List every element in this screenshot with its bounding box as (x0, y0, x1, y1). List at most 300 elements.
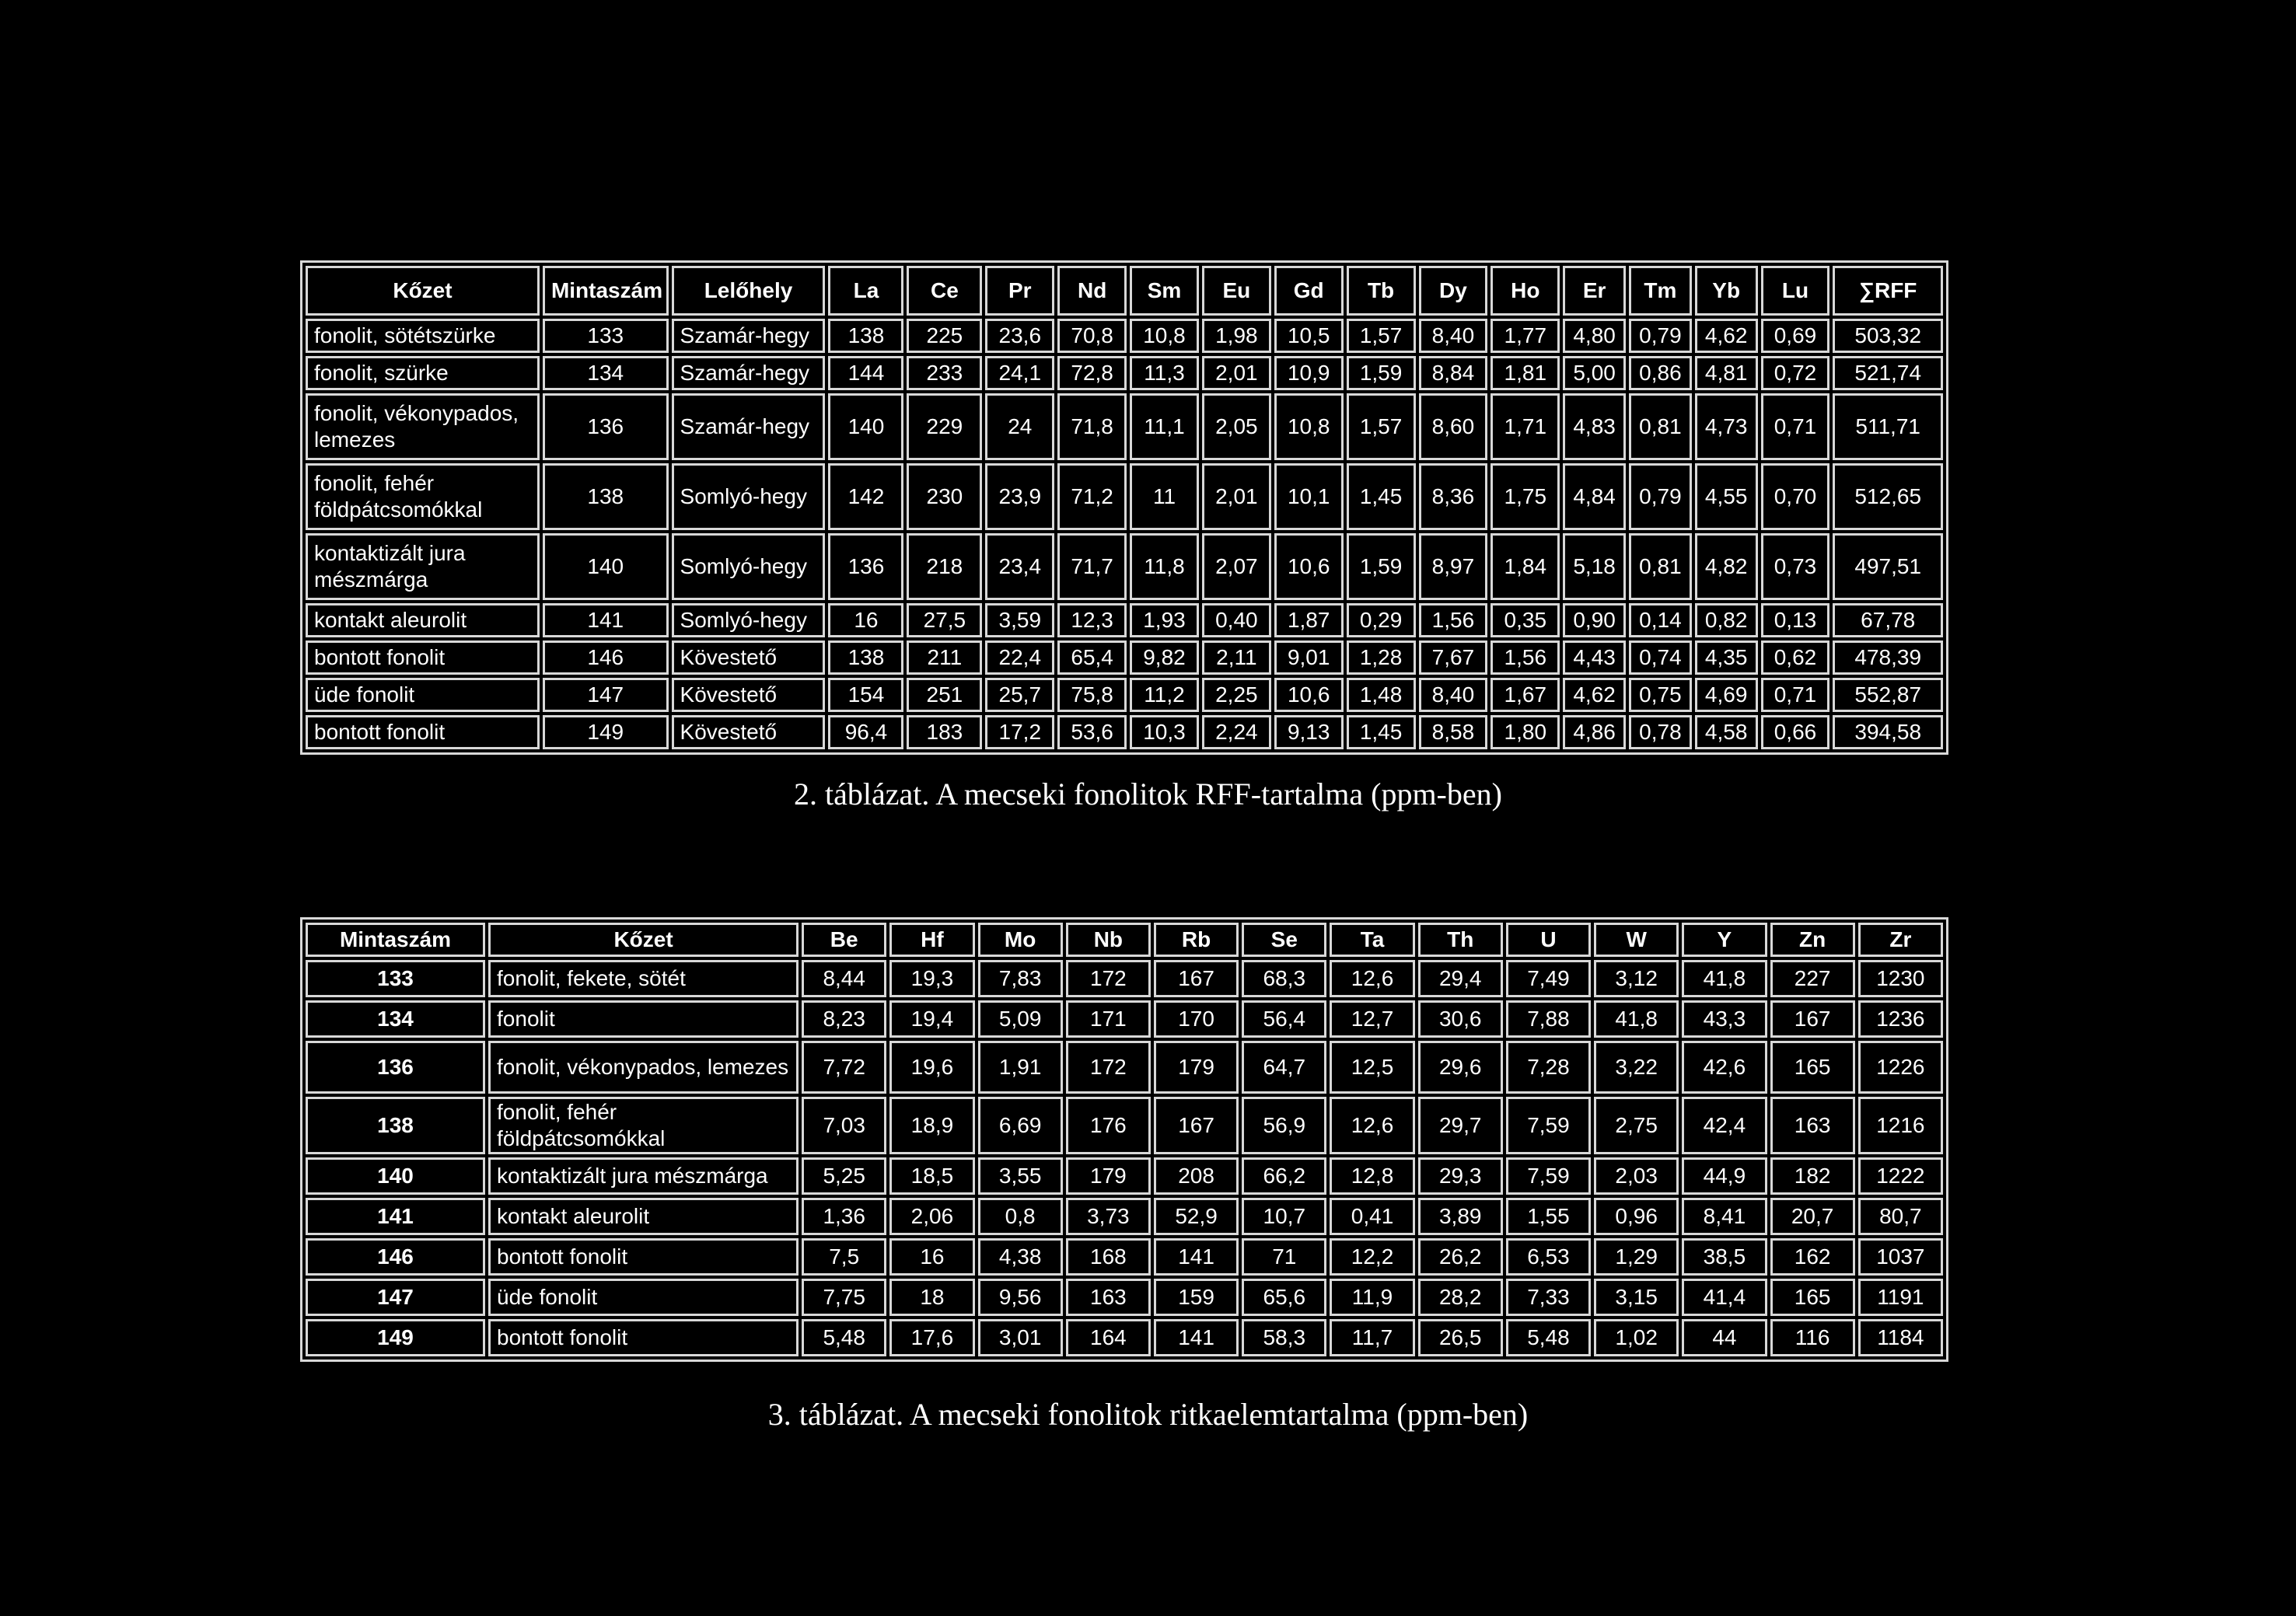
location-cell: Szamár-hegy (672, 356, 826, 390)
ree-value-cell: 0,72 (1761, 356, 1830, 390)
trace-table-row (306, 1041, 1943, 1094)
trace-header-cell: Hf (889, 923, 974, 957)
trace-value-cell: 10,7 (1242, 1198, 1326, 1235)
ree-value-cell: 2,01 (1202, 356, 1271, 390)
ree-value-cell: 1,59 (1347, 533, 1416, 600)
trace-header-cell: Mo (978, 923, 1063, 957)
trace-value-cell: 7,75 (802, 1279, 886, 1316)
trace-value-cell: 56,9 (1242, 1097, 1326, 1154)
ree-value-cell: 23,9 (985, 463, 1054, 530)
ree-sum-cell: 478,39 (1833, 640, 1943, 675)
rff-table-row (306, 463, 1943, 530)
ree-value-cell: 1,57 (1347, 319, 1416, 353)
ree-value-cell: 1,48 (1347, 678, 1416, 712)
rff-table-row (306, 678, 1943, 712)
ree-value-cell: 10,8 (1130, 319, 1199, 353)
trace-value-cell: 179 (1154, 1041, 1239, 1094)
ree-value-cell: 1,56 (1490, 640, 1560, 675)
ree-value-cell: 1,57 (1347, 393, 1416, 460)
ree-value-cell: 10,6 (1274, 533, 1344, 600)
ree-value-cell: 136 (828, 533, 903, 600)
rff-table-row (306, 715, 1943, 749)
ree-value-cell: 8,60 (1419, 393, 1488, 460)
trace-value-cell: 227 (1770, 960, 1855, 997)
trace-value-cell: 170 (1154, 1000, 1239, 1038)
trace-value-cell: 1,91 (978, 1041, 1063, 1094)
sample-number-cell: 138 (543, 463, 669, 530)
ree-value-cell: 144 (828, 356, 903, 390)
ree-value-cell: 4,55 (1695, 463, 1758, 530)
trace-value-cell: 7,83 (978, 960, 1063, 997)
trace-value-cell: 0,96 (1594, 1198, 1679, 1235)
rff-table-row (306, 356, 1943, 390)
trace-header-cell: Kőzet (488, 923, 799, 957)
trace-value-cell: 7,59 (1506, 1157, 1591, 1195)
ree-value-cell: 0,29 (1347, 603, 1416, 637)
trace-value-cell: 7,59 (1506, 1097, 1591, 1154)
rock-type-cell: fonolit, fehér földpátcsomókkal (306, 463, 540, 530)
sample-number-cell: 141 (306, 1198, 485, 1235)
trace-header-cell: Ta (1330, 923, 1414, 957)
rff-header-cell: Dy (1419, 266, 1488, 316)
trace-value-cell: 64,7 (1242, 1041, 1326, 1094)
ree-value-cell: 4,82 (1695, 533, 1758, 600)
ree-value-cell: 2,01 (1202, 463, 1271, 530)
trace-value-cell: 182 (1770, 1157, 1855, 1195)
ree-value-cell: 24,1 (985, 356, 1054, 390)
trace-value-cell: 29,7 (1418, 1097, 1503, 1154)
trace-value-cell: 30,6 (1418, 1000, 1503, 1038)
sample-number-cell: 149 (543, 715, 669, 749)
ree-sum-cell: 497,51 (1833, 533, 1943, 600)
trace-header-cell: Rb (1154, 923, 1239, 957)
rff-table-row (306, 533, 1943, 600)
ree-value-cell: 4,86 (1563, 715, 1626, 749)
trace-value-cell: 2,03 (1594, 1157, 1679, 1195)
ree-value-cell: 22,4 (985, 640, 1054, 675)
ree-value-cell: 0,40 (1202, 603, 1271, 637)
trace-value-cell: 162 (1770, 1238, 1855, 1276)
rock-type-cell: kontakt aleurolit (488, 1198, 799, 1235)
rock-type-cell: üde fonolit (306, 678, 540, 712)
ree-value-cell: 23,6 (985, 319, 1054, 353)
rff-table (300, 260, 1948, 755)
ree-value-cell: 9,13 (1274, 715, 1344, 749)
rock-type-cell: fonolit, vékonypados, lemezes (306, 393, 540, 460)
ree-value-cell: 10,8 (1274, 393, 1344, 460)
ree-value-cell: 4,80 (1563, 319, 1626, 353)
trace-value-cell: 5,09 (978, 1000, 1063, 1038)
ree-value-cell: 1,80 (1490, 715, 1560, 749)
rff-header-cell: Pr (985, 266, 1054, 316)
trace-value-cell: 1236 (1858, 1000, 1943, 1038)
trace-value-cell: 7,88 (1506, 1000, 1591, 1038)
trace-value-cell: 44 (1682, 1319, 1767, 1356)
rff-header-cell: Mintaszám (543, 266, 669, 316)
trace-value-cell: 29,6 (1418, 1041, 1503, 1094)
trace-header-cell: Zr (1858, 923, 1943, 957)
trace-value-cell: 8,23 (802, 1000, 886, 1038)
trace-value-cell: 12,8 (1330, 1157, 1414, 1195)
trace-value-cell: 163 (1770, 1097, 1855, 1154)
ree-value-cell: 1,75 (1490, 463, 1560, 530)
rff-header-cell: Er (1563, 266, 1626, 316)
ree-value-cell: 140 (828, 393, 903, 460)
location-cell: Somlyó-hegy (672, 463, 826, 530)
trace-value-cell: 165 (1770, 1279, 1855, 1316)
trace-value-cell: 0,8 (978, 1198, 1063, 1235)
ree-value-cell: 4,69 (1695, 678, 1758, 712)
trace-value-cell: 41,8 (1682, 960, 1767, 997)
sample-number-cell: 138 (306, 1097, 485, 1154)
trace-value-cell: 2,75 (1594, 1097, 1679, 1154)
rff-header-cell: Nd (1057, 266, 1127, 316)
ree-value-cell: 4,62 (1695, 319, 1758, 353)
trace-value-cell: 12,2 (1330, 1238, 1414, 1276)
trace-value-cell: 8,44 (802, 960, 886, 997)
ree-value-cell: 5,00 (1563, 356, 1626, 390)
ree-value-cell: 12,3 (1057, 603, 1127, 637)
rff-header-cell: Tb (1347, 266, 1416, 316)
ree-value-cell: 0,86 (1629, 356, 1692, 390)
ree-value-cell: 0,90 (1563, 603, 1626, 637)
ree-sum-cell: 552,87 (1833, 678, 1943, 712)
trace-value-cell: 11,7 (1330, 1319, 1414, 1356)
trace-value-cell: 68,3 (1242, 960, 1326, 997)
trace-value-cell: 1226 (1858, 1041, 1943, 1094)
trace-value-cell: 1,36 (802, 1198, 886, 1235)
ree-value-cell: 1,28 (1347, 640, 1416, 675)
trace-value-cell: 2,06 (889, 1198, 974, 1235)
rock-type-cell: bontott fonolit (306, 715, 540, 749)
rff-header-cell: Kőzet (306, 266, 540, 316)
sample-number-cell: 134 (306, 1000, 485, 1038)
ree-value-cell: 71,2 (1057, 463, 1127, 530)
trace-table-row (306, 1238, 1943, 1276)
ree-value-cell: 0,73 (1761, 533, 1830, 600)
ree-value-cell: 1,67 (1490, 678, 1560, 712)
trace-value-cell: 172 (1066, 1041, 1151, 1094)
rff-header-cell: Ce (907, 266, 982, 316)
trace-value-cell: 56,4 (1242, 1000, 1326, 1038)
rff-header-cell: Tm (1629, 266, 1692, 316)
sample-number-cell: 141 (543, 603, 669, 637)
trace-value-cell: 9,56 (978, 1279, 1063, 1316)
trace-table-row (306, 1097, 1943, 1154)
trace-value-cell: 164 (1066, 1319, 1151, 1356)
location-cell: Szamár-hegy (672, 393, 826, 460)
ree-value-cell: 8,84 (1419, 356, 1488, 390)
ree-value-cell: 70,8 (1057, 319, 1127, 353)
ree-value-cell: 11,1 (1130, 393, 1199, 460)
ree-value-cell: 0,78 (1629, 715, 1692, 749)
trace-value-cell: 7,03 (802, 1097, 886, 1154)
trace-value-cell: 18,5 (889, 1157, 974, 1195)
trace-value-cell: 41,4 (1682, 1279, 1767, 1316)
ree-value-cell: 2,24 (1202, 715, 1271, 749)
trace-value-cell: 28,2 (1418, 1279, 1503, 1316)
ree-value-cell: 0,62 (1761, 640, 1830, 675)
ree-value-cell: 8,40 (1419, 678, 1488, 712)
trace-value-cell: 1,02 (1594, 1319, 1679, 1356)
trace-value-cell: 58,3 (1242, 1319, 1326, 1356)
rff-header-cell: Sm (1130, 266, 1199, 316)
ree-value-cell: 1,98 (1202, 319, 1271, 353)
trace-table-row (306, 1000, 1943, 1038)
trace-value-cell: 42,4 (1682, 1097, 1767, 1154)
ree-value-cell: 10,6 (1274, 678, 1344, 712)
trace-value-cell: 3,12 (1594, 960, 1679, 997)
trace-value-cell: 6,53 (1506, 1238, 1591, 1276)
ree-value-cell: 1,45 (1347, 463, 1416, 530)
ree-value-cell: 1,87 (1274, 603, 1344, 637)
ree-sum-cell: 521,74 (1833, 356, 1943, 390)
ree-value-cell: 2,25 (1202, 678, 1271, 712)
ree-value-cell: 8,36 (1419, 463, 1488, 530)
ree-sum-cell: 394,58 (1833, 715, 1943, 749)
trace-value-cell: 29,3 (1418, 1157, 1503, 1195)
ree-value-cell: 251 (907, 678, 982, 712)
trace-value-cell: 12,6 (1330, 1097, 1414, 1154)
rock-type-cell: kontaktizált jura mészmárga (488, 1157, 799, 1195)
trace-value-cell: 167 (1154, 1097, 1239, 1154)
trace-value-cell: 1,55 (1506, 1198, 1591, 1235)
ree-value-cell: 4,62 (1563, 678, 1626, 712)
trace-value-cell: 12,6 (1330, 960, 1414, 997)
ree-value-cell: 1,93 (1130, 603, 1199, 637)
trace-header-cell: Th (1418, 923, 1503, 957)
ree-value-cell: 225 (907, 319, 982, 353)
trace-value-cell: 71 (1242, 1238, 1326, 1276)
location-cell: Kövestető (672, 640, 826, 675)
trace-value-cell: 80,7 (1858, 1198, 1943, 1235)
trace-value-cell: 208 (1154, 1157, 1239, 1195)
ree-value-cell: 154 (828, 678, 903, 712)
rff-header-cell: ∑RFF (1833, 266, 1943, 316)
location-cell: Kövestető (672, 715, 826, 749)
ree-value-cell: 142 (828, 463, 903, 530)
rff-header-cell: Lelőhely (672, 266, 826, 316)
trace-value-cell: 26,5 (1418, 1319, 1503, 1356)
trace-value-cell: 18 (889, 1279, 974, 1316)
rff-table-row (306, 603, 1943, 637)
sample-number-cell: 133 (306, 960, 485, 997)
rff-header-row (306, 266, 1943, 316)
ree-value-cell: 10,5 (1274, 319, 1344, 353)
trace-value-cell: 66,2 (1242, 1157, 1326, 1195)
trace-value-cell: 65,6 (1242, 1279, 1326, 1316)
trace-value-cell: 165 (1770, 1041, 1855, 1094)
trace-value-cell: 19,4 (889, 1000, 974, 1038)
ree-value-cell: 0,81 (1629, 533, 1692, 600)
location-cell: Somlyó-hegy (672, 533, 826, 600)
rock-type-cell: bontott fonolit (488, 1319, 799, 1356)
ree-value-cell: 4,35 (1695, 640, 1758, 675)
trace-value-cell: 141 (1154, 1319, 1239, 1356)
ree-value-cell: 8,97 (1419, 533, 1488, 600)
trace-value-cell: 43,3 (1682, 1000, 1767, 1038)
ree-value-cell: 53,6 (1057, 715, 1127, 749)
trace-header-cell: W (1594, 923, 1679, 957)
ree-value-cell: 0,71 (1761, 678, 1830, 712)
ree-value-cell: 10,1 (1274, 463, 1344, 530)
trace-value-cell: 4,38 (978, 1238, 1063, 1276)
ree-value-cell: 16 (828, 603, 903, 637)
ree-value-cell: 0,81 (1629, 393, 1692, 460)
sample-number-cell: 147 (306, 1279, 485, 1316)
trace-value-cell: 42,6 (1682, 1041, 1767, 1094)
rock-type-cell: bontott fonolit (306, 640, 540, 675)
rff-table-caption: 2. táblázat. A mecseki fonolitok RFF-tartalma (ppm-ben) (794, 777, 1502, 811)
ree-value-cell: 65,4 (1057, 640, 1127, 675)
ree-value-cell: 8,40 (1419, 319, 1488, 353)
ree-value-cell: 229 (907, 393, 982, 460)
ree-sum-cell: 511,71 (1833, 393, 1943, 460)
trace-table-caption: 3. táblázat. A mecseki fonolitok ritkaelemtartalma (ppm-ben) (767, 1397, 1529, 1432)
ree-value-cell: 3,59 (985, 603, 1054, 637)
ree-value-cell: 96,4 (828, 715, 903, 749)
sample-number-cell: 136 (543, 393, 669, 460)
ree-value-cell: 0,14 (1629, 603, 1692, 637)
trace-value-cell: 8,41 (1682, 1198, 1767, 1235)
ree-value-cell: 4,73 (1695, 393, 1758, 460)
trace-value-cell: 1,29 (1594, 1238, 1679, 1276)
trace-value-cell: 7,28 (1506, 1041, 1591, 1094)
trace-value-cell: 3,89 (1418, 1198, 1503, 1235)
ree-value-cell: 75,8 (1057, 678, 1127, 712)
trace-value-cell: 26,2 (1418, 1238, 1503, 1276)
trace-table-row (306, 1157, 1943, 1195)
ree-value-cell: 0,79 (1629, 319, 1692, 353)
ree-value-cell: 0,35 (1490, 603, 1560, 637)
location-cell: Szamár-hegy (672, 319, 826, 353)
ree-value-cell: 71,8 (1057, 393, 1127, 460)
ree-value-cell: 10,3 (1130, 715, 1199, 749)
ree-value-cell: 0,74 (1629, 640, 1692, 675)
trace-value-cell: 5,48 (802, 1319, 886, 1356)
trace-value-cell: 171 (1066, 1000, 1151, 1038)
trace-value-cell: 52,9 (1154, 1198, 1239, 1235)
trace-value-cell: 1230 (1858, 960, 1943, 997)
trace-value-cell: 3,55 (978, 1157, 1063, 1195)
ree-value-cell: 0,71 (1761, 393, 1830, 460)
ree-value-cell: 218 (907, 533, 982, 600)
ree-value-cell: 0,70 (1761, 463, 1830, 530)
ree-value-cell: 25,7 (985, 678, 1054, 712)
rock-type-cell: fonolit, szürke (306, 356, 540, 390)
rff-header-cell: Eu (1202, 266, 1271, 316)
trace-table-row (306, 1319, 1943, 1356)
trace-header-cell: Mintaszám (306, 923, 485, 957)
rff-table-row (306, 640, 1943, 675)
rock-type-cell: kontakt aleurolit (306, 603, 540, 637)
trace-value-cell: 0,41 (1330, 1198, 1414, 1235)
ree-value-cell: 0,69 (1761, 319, 1830, 353)
sample-number-cell: 147 (543, 678, 669, 712)
ree-value-cell: 230 (907, 463, 982, 530)
rock-type-cell: fonolit, sötétszürke (306, 319, 540, 353)
trace-value-cell: 20,7 (1770, 1198, 1855, 1235)
ree-value-cell: 0,82 (1695, 603, 1758, 637)
rock-type-cell: fonolit, fekete, sötét (488, 960, 799, 997)
ree-value-cell: 9,01 (1274, 640, 1344, 675)
trace-header-cell: Nb (1066, 923, 1151, 957)
trace-header-cell: Be (802, 923, 886, 957)
trace-value-cell: 116 (1770, 1319, 1855, 1356)
ree-value-cell: 17,2 (985, 715, 1054, 749)
trace-value-cell: 3,15 (1594, 1279, 1679, 1316)
ree-value-cell: 233 (907, 356, 982, 390)
rock-type-cell: bontott fonolit (488, 1238, 799, 1276)
rff-header-cell: Lu (1761, 266, 1830, 316)
ree-sum-cell: 67,78 (1833, 603, 1943, 637)
ree-value-cell: 138 (828, 640, 903, 675)
ree-value-cell: 72,8 (1057, 356, 1127, 390)
rff-table-row (306, 393, 1943, 460)
trace-value-cell: 3,01 (978, 1319, 1063, 1356)
trace-header-cell: Zn (1770, 923, 1855, 957)
trace-value-cell: 16 (889, 1238, 974, 1276)
trace-element-table (300, 917, 1948, 1362)
ree-value-cell: 183 (907, 715, 982, 749)
trace-value-cell: 41,8 (1594, 1000, 1679, 1038)
ree-value-cell: 11,3 (1130, 356, 1199, 390)
ree-value-cell: 1,45 (1347, 715, 1416, 749)
ree-value-cell: 71,7 (1057, 533, 1127, 600)
trace-value-cell: 163 (1066, 1279, 1151, 1316)
ree-value-cell: 4,58 (1695, 715, 1758, 749)
rff-header-cell: Ho (1490, 266, 1560, 316)
trace-value-cell: 167 (1770, 1000, 1855, 1038)
ree-sum-cell: 503,32 (1833, 319, 1943, 353)
ree-value-cell: 0,79 (1629, 463, 1692, 530)
trace-header-cell: Se (1242, 923, 1326, 957)
trace-value-cell: 7,5 (802, 1238, 886, 1276)
sample-number-cell: 140 (306, 1157, 485, 1195)
rock-type-cell: kontaktizált jura mészmárga (306, 533, 540, 600)
ree-value-cell: 1,56 (1419, 603, 1488, 637)
ree-value-cell: 2,07 (1202, 533, 1271, 600)
ree-value-cell: 23,4 (985, 533, 1054, 600)
ree-value-cell: 4,43 (1563, 640, 1626, 675)
ree-value-cell: 138 (828, 319, 903, 353)
trace-value-cell: 7,49 (1506, 960, 1591, 997)
trace-table-row (306, 960, 1943, 997)
trace-value-cell: 1191 (1858, 1279, 1943, 1316)
ree-value-cell: 1,77 (1490, 319, 1560, 353)
trace-value-cell: 18,9 (889, 1097, 974, 1154)
rff-header-cell: La (828, 266, 903, 316)
location-cell: Somlyó-hegy (672, 603, 826, 637)
trace-value-cell: 11,9 (1330, 1279, 1414, 1316)
rock-type-cell: fonolit, vékonypados, lemezes (488, 1041, 799, 1094)
ree-value-cell: 4,81 (1695, 356, 1758, 390)
ree-value-cell: 1,59 (1347, 356, 1416, 390)
trace-value-cell: 167 (1154, 960, 1239, 997)
sample-number-cell: 146 (543, 640, 669, 675)
ree-value-cell: 11,8 (1130, 533, 1199, 600)
trace-value-cell: 12,5 (1330, 1041, 1414, 1094)
ree-value-cell: 1,84 (1490, 533, 1560, 600)
ree-value-cell: 1,71 (1490, 393, 1560, 460)
trace-value-cell: 3,73 (1066, 1198, 1151, 1235)
trace-value-cell: 7,72 (802, 1041, 886, 1094)
trace-value-cell: 1216 (1858, 1097, 1943, 1154)
ree-value-cell: 7,67 (1419, 640, 1488, 675)
ree-value-cell: 10,9 (1274, 356, 1344, 390)
trace-value-cell: 5,48 (1506, 1319, 1591, 1356)
ree-value-cell: 11 (1130, 463, 1199, 530)
